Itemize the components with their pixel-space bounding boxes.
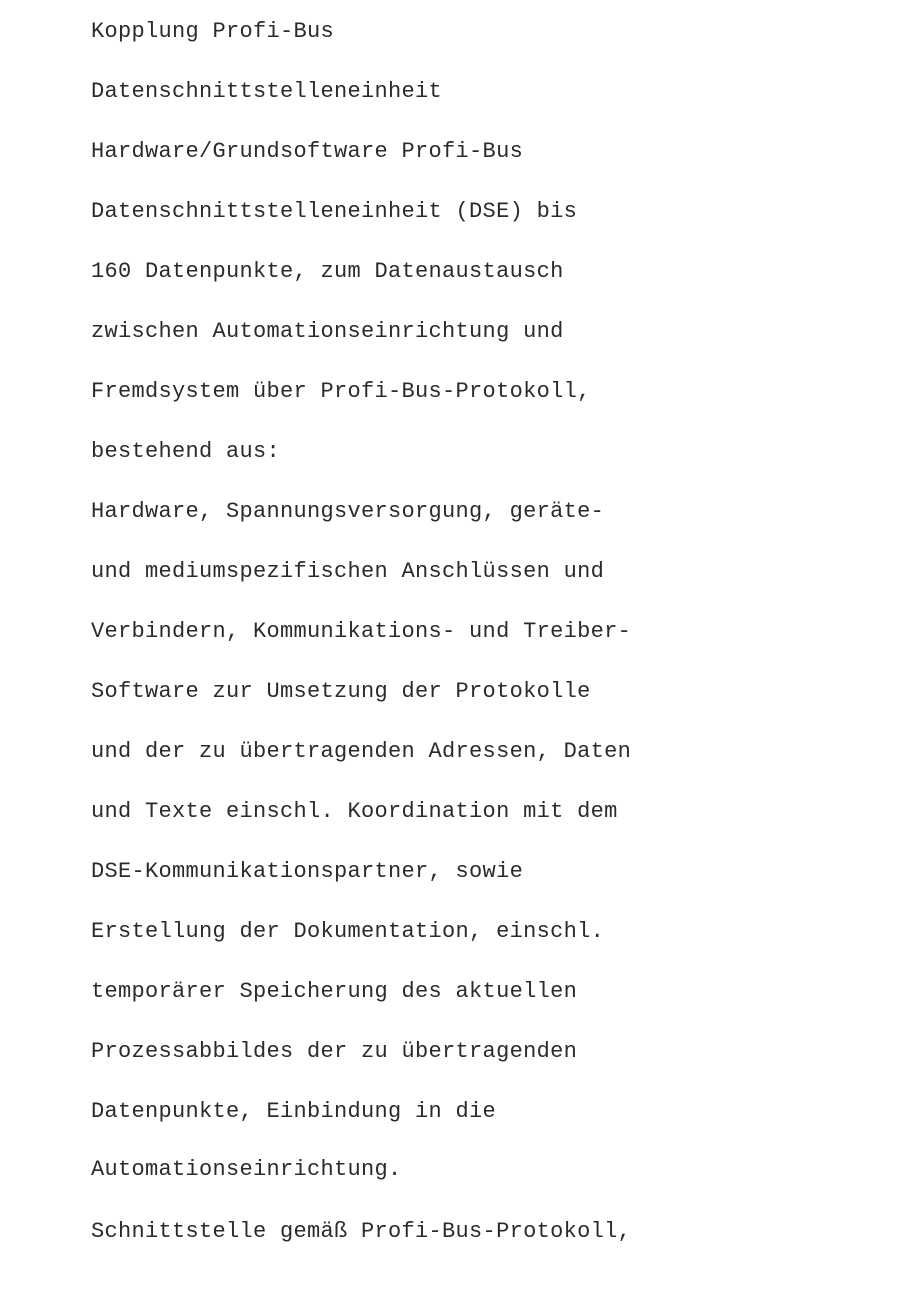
text-line: zwischen Automationseinrichtung und [91,319,564,344]
text-line: Kopplung Profi-Bus [91,19,335,44]
text-line: Datenschnittstelleneinheit (DSE) bis [91,199,578,224]
text-line: und der zu übertragenden Adressen, Daten [91,739,632,764]
text-line: Hardware/Grundsoftware Profi-Bus [91,139,524,164]
text-line: Verbindern, Kommunikations- und Treiber- [91,619,632,644]
text-line: Software zur Umsetzung der Protokolle [91,679,591,704]
text-line: Automationseinrichtung. [91,1157,402,1182]
text-line: Prozessabbildes der zu übertragenden [91,1039,578,1064]
text-line: und Texte einschl. Koordination mit dem [91,799,618,824]
text-line: temporärer Speicherung des aktuellen [91,979,578,1004]
text-line: DSE-Kommunikationspartner, sowie [91,859,524,884]
text-line: Datenpunkte, Einbindung in die [91,1099,497,1124]
text-line: 160 Datenpunkte, zum Datenaustausch [91,259,564,284]
text-line: Hardware, Spannungsversorgung, geräte- [91,499,605,524]
text-line: Erstellung der Dokumentation, einschl. [91,919,605,944]
text-line: bestehend aus: [91,439,281,464]
text-line: Datenschnittstelleneinheit [91,79,443,104]
text-line: Schnittstelle gemäß Profi-Bus-Protokoll, [91,1219,632,1244]
text-line: Fremdsystem über Profi-Bus-Protokoll, [91,379,591,404]
text-line: und mediumspezifischen Anschlüssen und [91,559,605,584]
